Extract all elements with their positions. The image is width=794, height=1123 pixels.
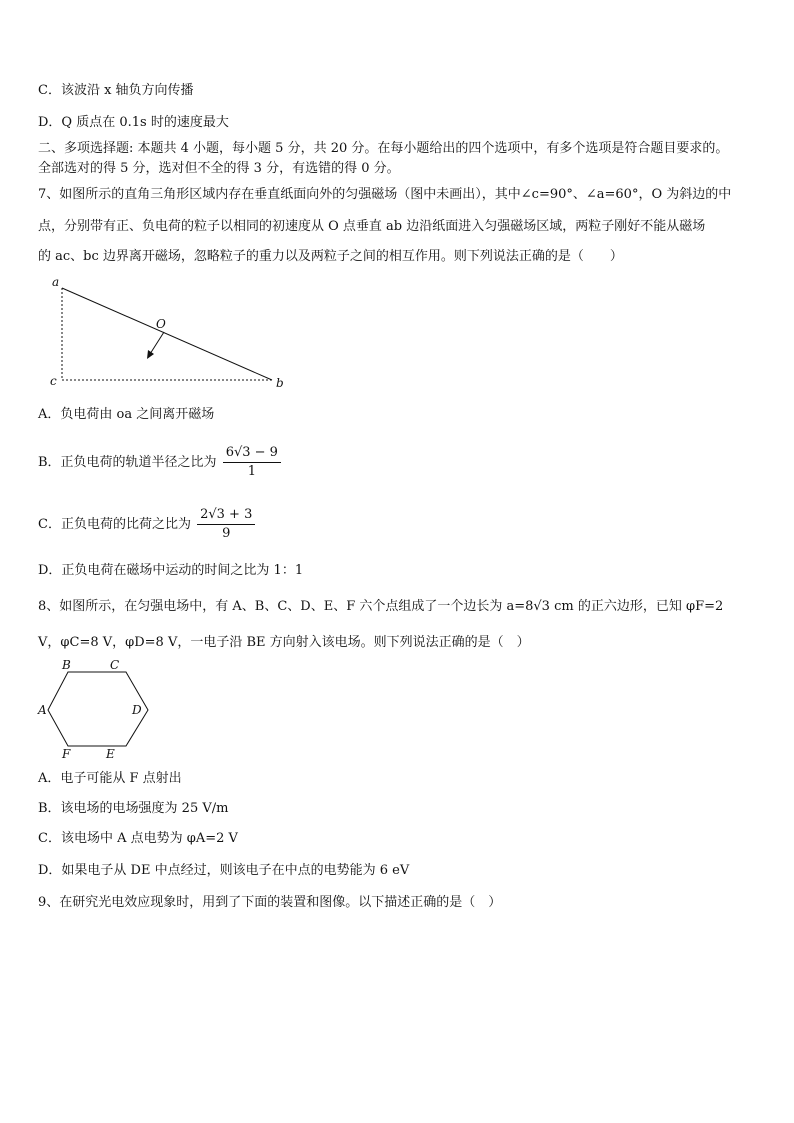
q9-stem: 9、在研究光电效应现象时，用到了下面的装置和图像。以下描述正确的是（ ） xyxy=(38,895,502,910)
q7-label-o: O xyxy=(156,317,166,331)
q7-stem-line3: 的 ac、bc 边界离开磁场，忽略粒子的重力以及两粒子之间的相互作用。则下列说法正确的是（ ） xyxy=(38,249,623,264)
q8-option-c: C．该电场中 A 点电势为 φA=2 V xyxy=(38,831,238,846)
q7-option-c-fraction xyxy=(197,506,255,543)
q7-option-c-denominator: 9 xyxy=(222,526,231,541)
q7-option-b-fraction xyxy=(223,444,281,481)
q8-option-d: D．如果电子从 DE 中点经过，则该电子在中点的电势能为 6 eV xyxy=(38,863,410,878)
q7-option-b-text: B．正负电荷的轨道半径之比为 xyxy=(38,455,217,470)
q7-option-b-numerator: 6√3 − 9 xyxy=(223,444,281,463)
q8-label-c: C xyxy=(110,658,120,672)
q8-label-e: E xyxy=(106,747,115,761)
q7-label-a: a xyxy=(52,275,60,289)
q8-hexagon-figure xyxy=(36,658,156,762)
q6-option-c: C．该波沿 x 轴负方向传播 xyxy=(38,83,194,98)
q8-option-a: A．电子可能从 F 点射出 xyxy=(38,771,182,786)
q7-stem-line2: 点，分别带有正、负电荷的粒子以相同的初速度从 O 点垂直 ab 边沿纸面进入匀强磁场区域，两粒子刚好不能从磁场 xyxy=(38,219,706,234)
q8-stem-line1: 8、如图所示，在匀强电场中，有 A、B、C、D、E、F 六个点组成了一个边长为 a=8√3 cm 的正六边形，已知 φF=2 xyxy=(38,599,724,614)
section2-instruction-line2: 全部选对的得 5 分，选对但不全的得 3 分，有选错的得 0 分。 xyxy=(38,161,400,176)
q7-label-c: c xyxy=(50,374,57,388)
q8-option-b: B．该电场的电场强度为 25 V/m xyxy=(38,801,229,816)
q8-label-d: D xyxy=(132,703,142,717)
q8-label-a: A xyxy=(38,703,47,717)
q8-label-b: B xyxy=(62,658,71,672)
section2-instruction-line1: 二、多项选择题: 本题共 4 小题，每小题 5 分，共 20 分。在每小题给出的四个选项中，有多个选项是符合题目要求的。 xyxy=(38,141,729,156)
q7-option-c-text: C．正负电荷的比荷之比为 xyxy=(38,517,191,532)
q7-triangle-figure xyxy=(40,274,300,392)
q7-option-b-denominator: 1 xyxy=(247,464,256,479)
q7-option-b xyxy=(38,444,281,481)
q7-option-c xyxy=(38,506,255,543)
q7-option-c-numerator: 2√3 + 3 xyxy=(197,506,255,525)
q7-option-a: A．负电荷由 oa 之间离开磁场 xyxy=(38,407,215,422)
q8-stem-line2: V，φC=8 V，φD=8 V，一电子沿 BE 方向射入该电场。则下列说法正确的是（ ） xyxy=(38,635,530,650)
q7-label-b: b xyxy=(276,376,284,390)
q8-label-f: F xyxy=(62,747,71,761)
q6-option-d: D．Q 质点在 0.1s 时的速度最大 xyxy=(38,115,229,130)
q7-option-d: D．正负电荷在磁场中运动的时间之比为 1：1 xyxy=(38,563,304,578)
q7-stem-line1: 7、如图所示的直角三角形区域内存在垂直纸面向外的匀强磁场（图中未画出），其中∠c=90°、∠a=60°，O 为斜边的中 xyxy=(38,187,732,202)
